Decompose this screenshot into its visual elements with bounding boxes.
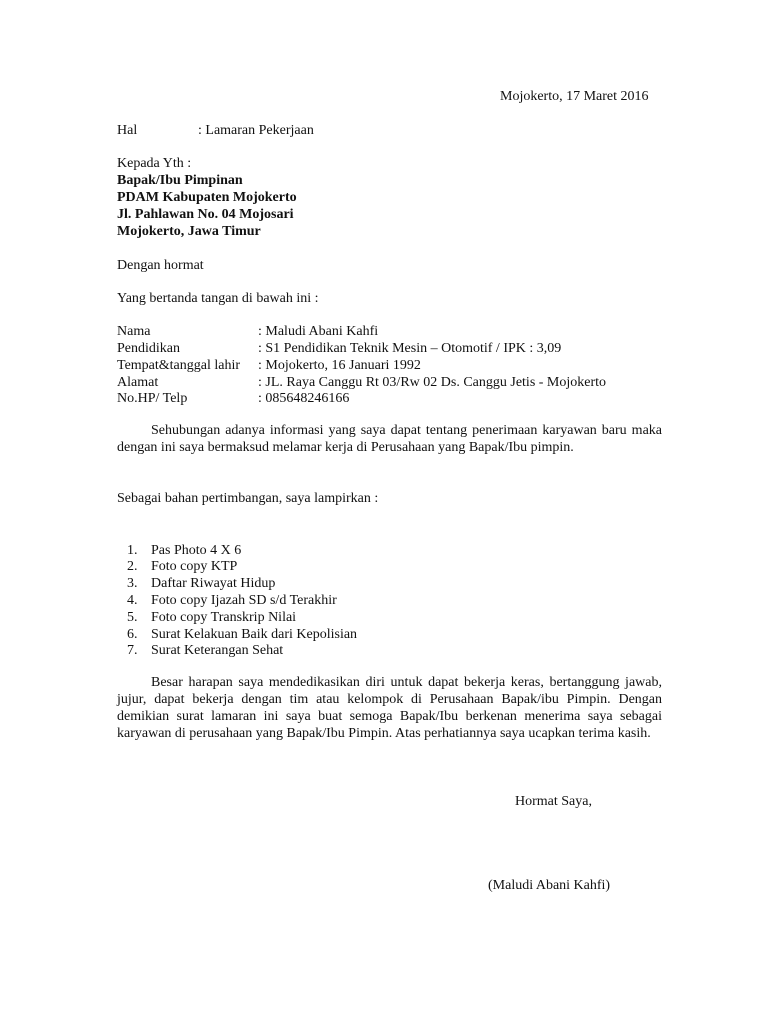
letter-date: Mojokerto, 17 Maret 2016 (500, 89, 649, 104)
identity-value-phone: : 085648246166 (258, 391, 350, 406)
identity-value-education: : S1 Pendidikan Teknik Mesin – Otomotif / IPK : 3,09 (258, 341, 562, 356)
attachment-number: 1. (127, 543, 138, 558)
identity-label-phone: No.HP/ Telp (117, 391, 188, 406)
attachment-item: Surat Kelakuan Baik dari Kepolisian (151, 627, 358, 642)
closing-text: Hormat Saya, (515, 794, 592, 809)
body-paragraph-1: Sehubungan adanya informasi yang saya dapat tentang penerimaan karyawan baru maka dengan ini saya bermaksud melamar kerja di Perusahaan yang Bapak/Ibu pimpin. (117, 423, 662, 455)
attachment-number: 7. (127, 643, 138, 658)
identity-label-address: Alamat (117, 375, 159, 390)
identity-value-address: : JL. Raya Canggu Rt 03/Rw 02 Ds. Canggu Jetis - Mojokerto (258, 375, 607, 390)
identity-label-birth: Tempat&tanggal lahir (117, 358, 241, 373)
attachment-item: Foto copy Ijazah SD s/d Terakhir (151, 593, 337, 608)
greeting: Dengan hormat (117, 258, 204, 273)
attachments-intro: Sebagai bahan pertimbangan, saya lampirkan : (117, 491, 379, 506)
subject-label: Hal (117, 123, 138, 138)
body-paragraph-2: Besar harapan saya mendedikasikan diri untuk dapat bekerja keras, bertanggung jawab, jujur, dapat bekerja dengan tim atau kelompok di Perusahaan Bapak/ibu Pimpin. Dengan demikian surat lamaran ini saya buat semoga Bapak/Ibu berkenan menerima saya sebagai karyawan di perusahaan yang Bapak/Ibu Pimpin. Atas perhatiannya saya ucapkan terima kasih. (117, 675, 662, 741)
attachment-item: Pas Photo 4 X 6 (151, 543, 242, 558)
recipient-line: Bapak/Ibu Pimpinan (117, 173, 243, 188)
attachment-item: Foto copy Transkrip Nilai (151, 610, 297, 625)
recipient-line: Jl. Pahlawan No. 04 Mojosari (117, 207, 294, 222)
attachment-number: 3. (127, 576, 138, 591)
attachment-item: Daftar Riwayat Hidup (151, 576, 276, 591)
subject-value: : Lamaran Pekerjaan (198, 123, 314, 138)
attachment-item: Foto copy KTP (151, 559, 238, 574)
identity-value-name: : Maludi Abani Kahfi (258, 324, 379, 339)
intro-text: Yang bertanda tangan di bawah ini : (117, 291, 319, 306)
recipient-line: Mojokerto, Jawa Timur (117, 224, 261, 239)
identity-label-education: Pendidikan (117, 341, 180, 356)
recipient-line: PDAM Kabupaten Mojokerto (117, 190, 297, 205)
recipient-salutation: Kepada Yth : (117, 156, 192, 171)
signature-name: (Maludi Abani Kahfi) (488, 878, 611, 893)
attachment-number: 5. (127, 610, 138, 625)
attachment-number: 6. (127, 627, 138, 642)
identity-label-name: Nama (117, 324, 151, 339)
attachment-number: 4. (127, 593, 138, 608)
attachment-item: Surat Keterangan Sehat (151, 643, 284, 658)
attachment-number: 2. (127, 559, 138, 574)
identity-value-birth: : Mojokerto, 16 Januari 1992 (258, 358, 421, 373)
